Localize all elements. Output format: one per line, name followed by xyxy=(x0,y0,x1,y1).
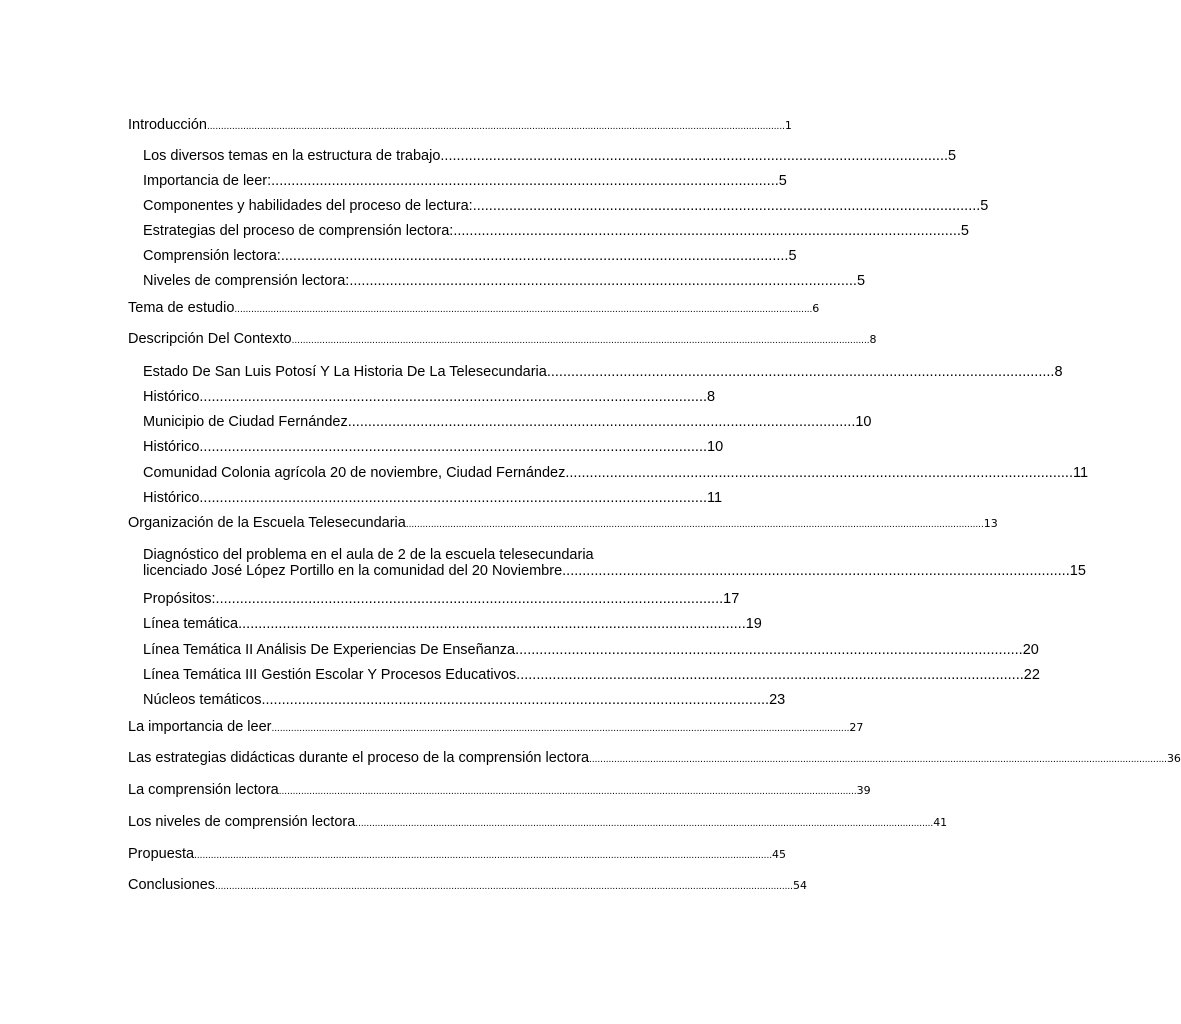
dot-leader: .............................................................................................................................. xyxy=(215,591,724,607)
toc-entry-label: Introducción xyxy=(128,117,207,133)
dot-leader: .............................................................................................................................. xyxy=(199,439,708,455)
toc-entry-label: Estado De San Luis Potosí Y La Historia De La Telesecundaria xyxy=(143,364,547,380)
dot-leader: .............................................................................................................................. xyxy=(271,173,779,189)
toc-entry-estrategias-didacticas[interactable] xyxy=(128,750,1181,766)
dot-leader: .............................................................................................................................. xyxy=(546,364,1055,380)
toc-entry-estrategias[interactable] xyxy=(143,223,969,239)
toc-entry-page: 6 xyxy=(812,302,820,315)
toc-entry-label: Los niveles de comprensión lectora xyxy=(128,814,356,830)
dot-leader: .............................................................................................................................. xyxy=(280,248,789,264)
toc-entry-page: 5 xyxy=(778,173,787,189)
toc-entry-page: 17 xyxy=(723,591,740,607)
toc-entry-label: Histórico xyxy=(143,490,200,506)
toc-entry-page: 39 xyxy=(856,784,871,797)
toc-entry-historico-1[interactable] xyxy=(143,389,716,405)
toc-entry-page: 8 xyxy=(707,389,716,405)
toc-entry-introduccion[interactable] xyxy=(128,117,792,133)
toc-entry-tema-estudio[interactable] xyxy=(128,300,820,316)
toc-entry-label: La comprensión lectora xyxy=(128,782,279,798)
dot-leader: .............................................................................................................................. xyxy=(562,563,1070,579)
toc-entry-label: Componentes y habilidades del proceso de lectura: xyxy=(143,198,473,214)
toc-entry-comprension[interactable] xyxy=(143,248,797,264)
dot-leader: ................................................................................................................................................................................................................ xyxy=(291,335,870,346)
toc-entry-page: 45 xyxy=(772,848,786,861)
toc-entry-historico-3[interactable] xyxy=(143,490,723,506)
dot-leader: .............................................................................................................................. xyxy=(440,148,949,164)
toc-entry-propuesta[interactable] xyxy=(128,846,786,862)
dot-leader: ................................................................................................................................................................................................................ xyxy=(234,304,813,315)
toc-entry-label: Propuesta xyxy=(128,846,195,862)
toc-entry-label: Línea temática xyxy=(143,616,239,632)
toc-entry-label: Estrategias del proceso de comprensión lectora: xyxy=(143,223,454,239)
toc-entry-page: 19 xyxy=(745,616,762,632)
dot-leader: ................................................................................................................................................................................................................ xyxy=(355,818,934,829)
dot-leader: .............................................................................................................................. xyxy=(347,414,856,430)
toc-entry-conclusiones[interactable] xyxy=(128,877,807,893)
toc-entry-propositos[interactable] xyxy=(143,591,740,607)
toc-entry-page: 11 xyxy=(1072,465,1089,481)
toc-entry-comprension-lectora[interactable] xyxy=(128,782,871,798)
toc-entry-page: 27 xyxy=(849,721,864,734)
dot-leader: .............................................................................................................................. xyxy=(453,223,961,239)
toc-entry-page: 23 xyxy=(769,692,786,708)
toc-entry-linea-tematica[interactable] xyxy=(143,616,762,632)
toc-entry-label: Municipio de Ciudad Fernández xyxy=(143,414,348,430)
toc-entry-label: Comprensión lectora: xyxy=(143,248,281,264)
toc-entry-diversos-temas[interactable] xyxy=(143,148,957,164)
toc-entry-nucleos[interactable] xyxy=(143,692,786,708)
toc-entry-label: Las estrategias didácticas durante el proceso de la comprensión lectora xyxy=(128,750,590,766)
dot-leader: ................................................................................................................................................................................................................ xyxy=(194,850,772,861)
toc-entry-label: Línea Temática III Gestión Escolar Y Procesos Educativos xyxy=(143,667,517,683)
toc-entry-label: Propósitos: xyxy=(143,591,216,607)
toc-entry-label-line1: Diagnóstico del problema en el aula de 2 de la escuela telesecundaria xyxy=(143,547,594,563)
toc-entry-page: 22 xyxy=(1023,667,1040,683)
toc-entry-organizacion[interactable] xyxy=(128,515,998,531)
toc-entry-label: Conclusiones xyxy=(128,877,216,893)
toc-entry-municipio[interactable] xyxy=(143,414,872,430)
toc-entry-label: Histórico xyxy=(143,439,200,455)
toc-entry-page: 11 xyxy=(707,490,723,506)
toc-entry-estado-slp[interactable] xyxy=(143,364,1063,380)
toc-entry-page: 10 xyxy=(707,439,724,455)
dot-leader: ................................................................................................................................................................................................................ xyxy=(271,723,850,734)
toc-entry-historico-2[interactable] xyxy=(143,439,724,455)
toc-entry-comunidad[interactable] xyxy=(143,465,1089,481)
toc-entry-label: Organización de la Escuela Telesecundaria xyxy=(128,515,406,531)
dot-leader: ................................................................................................................................................................................................................ xyxy=(278,786,857,797)
toc-entry-descripcion-contexto[interactable] xyxy=(128,331,877,347)
dot-leader: .............................................................................................................................. xyxy=(349,273,857,289)
toc-entry-label: Núcleos temáticos xyxy=(143,692,262,708)
toc-entry-componentes[interactable] xyxy=(143,198,989,214)
dot-leader: .............................................................................................................................. xyxy=(565,465,1073,481)
dot-leader: ................................................................................................................................................................................................................ xyxy=(589,754,1167,765)
toc-entry-linea-tematica-ii[interactable] xyxy=(143,642,1039,658)
toc-entry-page: 1 xyxy=(784,119,792,132)
toc-entry-niveles-comprension[interactable] xyxy=(128,814,948,830)
toc-entry-page: 8 xyxy=(869,333,877,346)
toc-entry-niveles[interactable] xyxy=(143,273,866,289)
toc-entry-page: 8 xyxy=(1054,364,1063,380)
toc-entry-label: La importancia de leer xyxy=(128,719,272,735)
dot-leader: ................................................................................................................................................................................................................ xyxy=(405,519,984,530)
toc-entry-label: Línea Temática II Análisis De Experiencias De Enseñanza xyxy=(143,642,516,658)
toc-entry-page: 13 xyxy=(983,517,998,530)
dot-leader: .............................................................................................................................. xyxy=(515,642,1023,658)
toc-entry-page: 15 xyxy=(1069,563,1086,579)
toc-entry-label: Tema de estudio xyxy=(128,300,235,316)
dot-leader: .............................................................................................................................. xyxy=(472,198,981,214)
toc-entry-page: 5 xyxy=(856,273,866,289)
dot-leader: ................................................................................................................................................................................................................ xyxy=(215,881,793,892)
toc-entry-label: Niveles de comprensión lectora: xyxy=(143,273,350,289)
toc-entry-page: 5 xyxy=(788,248,797,264)
dot-leader: .............................................................................................................................. xyxy=(199,490,708,506)
toc-entry-linea-tematica-iii[interactable] xyxy=(143,667,1040,683)
toc-entry-page: 36 xyxy=(1166,752,1181,765)
toc-entry-importancia-leer[interactable] xyxy=(143,173,787,189)
dot-leader: .............................................................................................................................. xyxy=(199,389,708,405)
toc-entry-label: Importancia de leer: xyxy=(143,173,272,189)
toc-entry-label: Descripción Del Contexto xyxy=(128,331,292,347)
dot-leader: ................................................................................................................................................................................................................ xyxy=(207,121,785,132)
toc-entry-page: 5 xyxy=(960,223,969,239)
toc-entry-page: 10 xyxy=(855,414,872,430)
toc-entry-label-line2: licenciado José López Portillo en la comunidad del 20 Noviembre xyxy=(143,563,563,579)
toc-entry-page: 5 xyxy=(948,148,957,164)
toc-entry-page: 5 xyxy=(980,198,989,214)
toc-entry-page: 54 xyxy=(792,879,807,892)
dot-leader: .............................................................................................................................. xyxy=(516,667,1024,683)
toc-entry-importancia-leer-2[interactable] xyxy=(128,719,864,735)
toc-entry-label: Comunidad Colonia agrícola 20 de noviembre, Ciudad Fernández xyxy=(143,465,566,481)
dot-leader: .............................................................................................................................. xyxy=(238,616,746,632)
toc-entry-label: Histórico xyxy=(143,389,200,405)
toc-entry-page: 20 xyxy=(1022,642,1039,658)
toc-entry-label: Los diversos temas en la estructura de trabajo xyxy=(143,148,441,164)
toc-entry-diagnostico[interactable] xyxy=(143,547,1086,579)
toc-entry-page: 41 xyxy=(933,816,948,829)
dot-leader: .............................................................................................................................. xyxy=(261,692,770,708)
